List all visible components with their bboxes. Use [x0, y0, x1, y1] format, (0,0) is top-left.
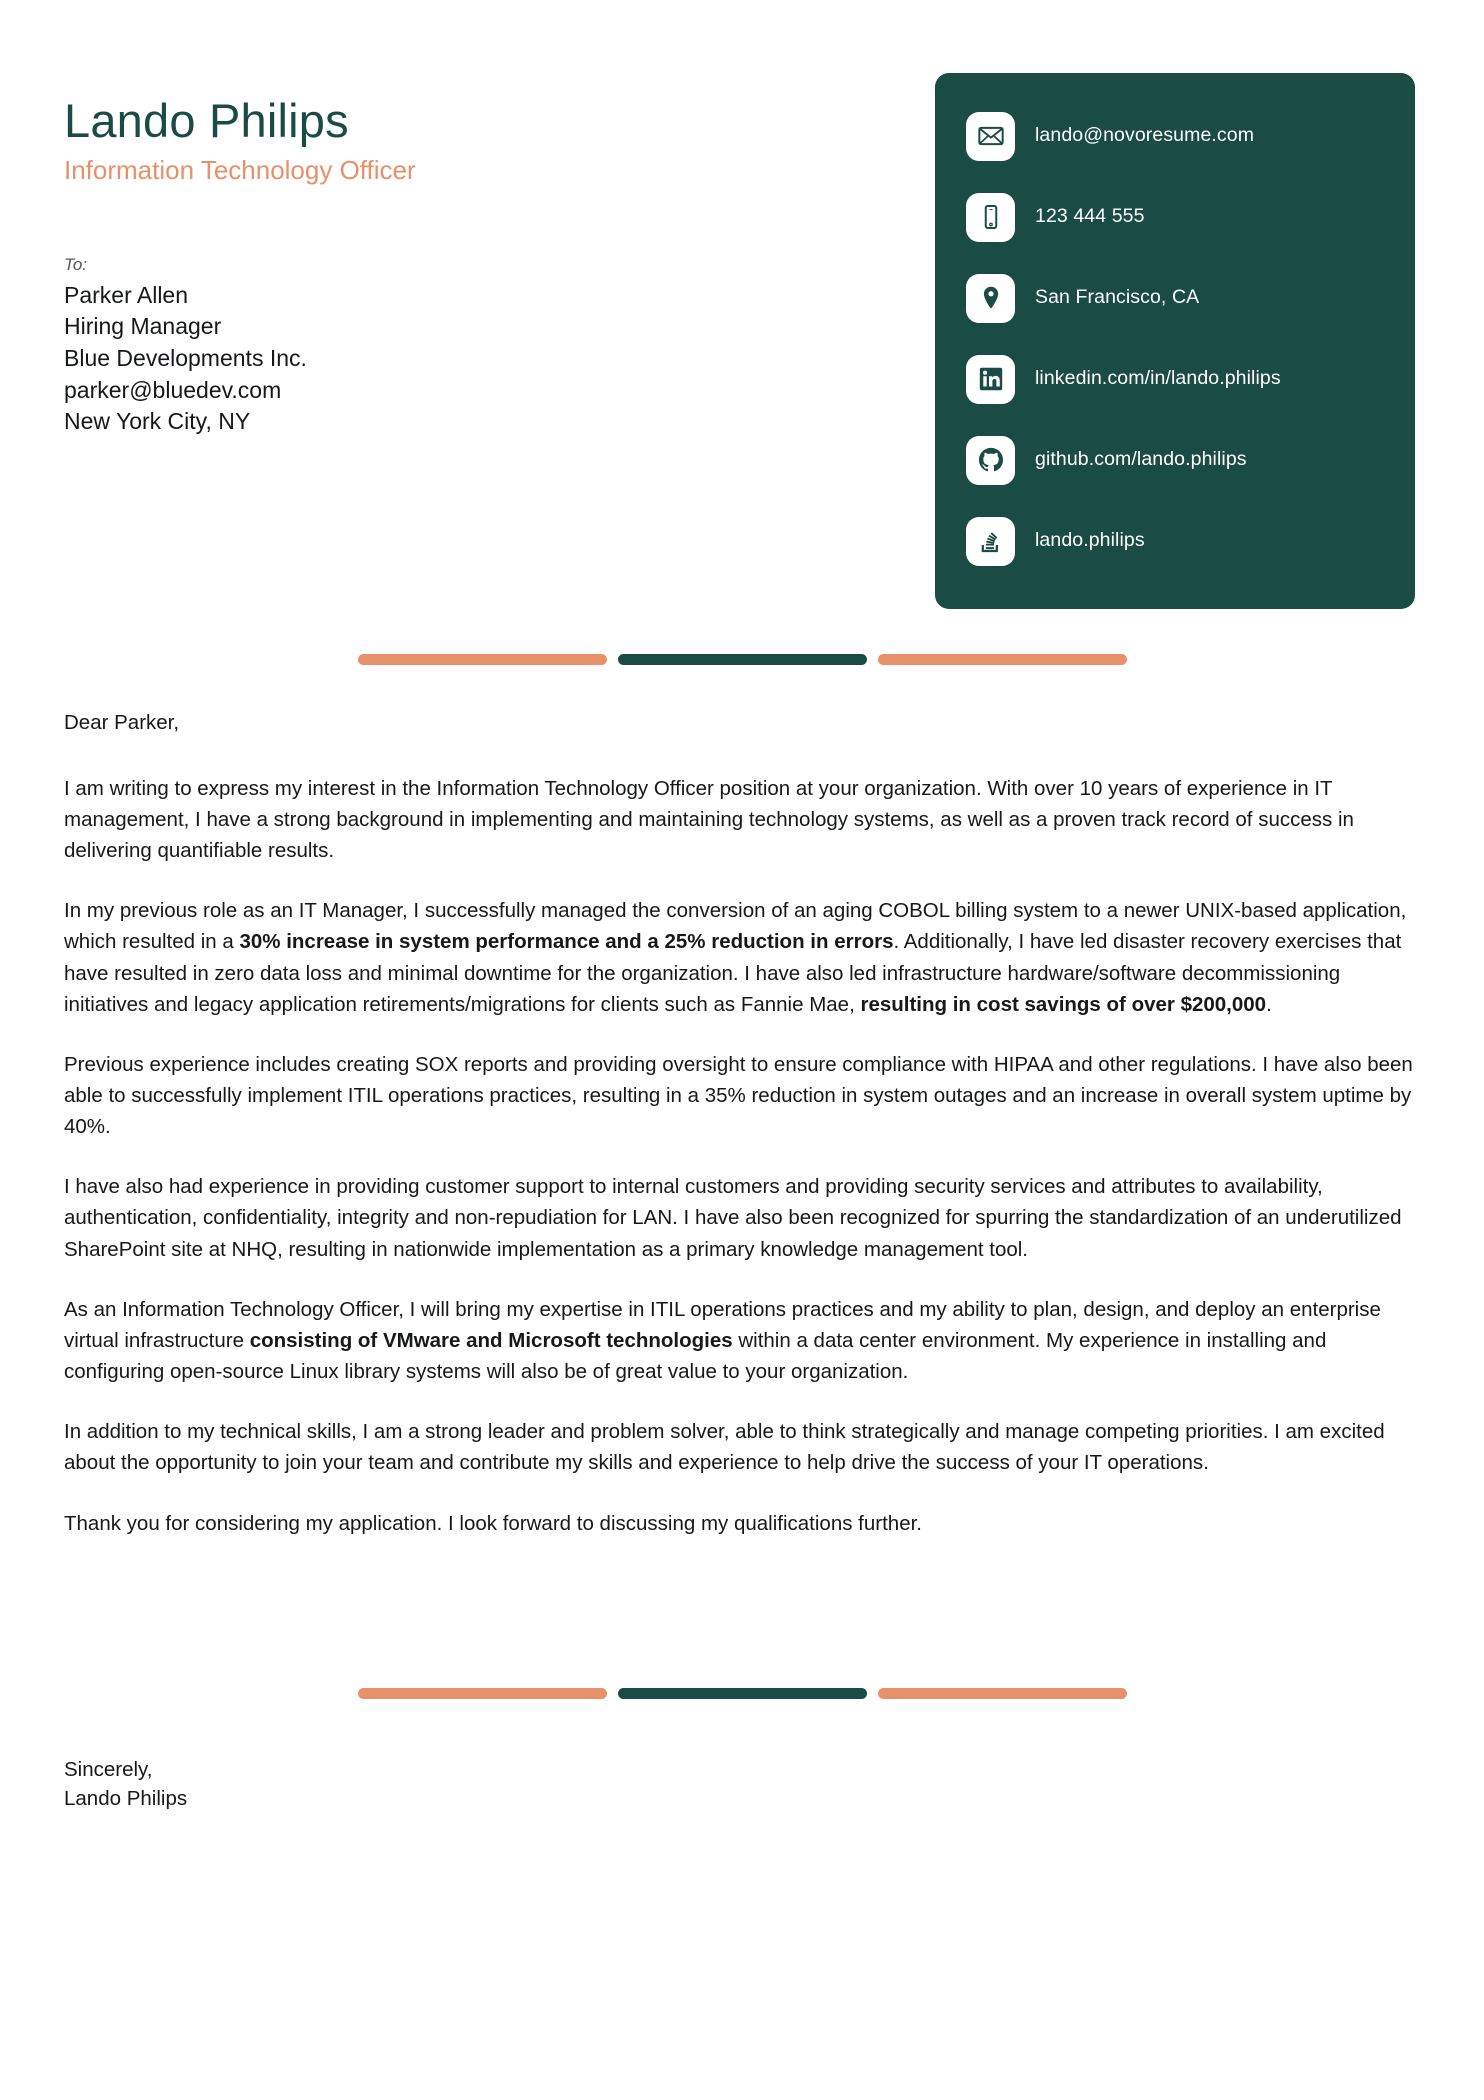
to-label: To:: [64, 255, 88, 274]
paragraph-3: Previous experience includes creating SOX reports and providing oversight to ensure compliance with HIPAA and other regulations. I have also been able to successfully implement ITIL operations practices, resulting in a 35% reduction in system outages and an increase in overall system uptime by 40%.: [64, 1052, 1413, 1139]
closing-name: Lando Philips: [64, 1787, 188, 1811]
salutation: Dear Parker,: [64, 711, 180, 734]
divider-segment-orange-right: [878, 654, 1127, 665]
contact-row-stackoverflow[interactable]: [935, 512, 1415, 570]
recipient-location: New York City, NY: [64, 408, 251, 435]
recipient-role: Hiring Manager: [64, 313, 222, 340]
contact-row-linkedin[interactable]: [935, 350, 1415, 408]
contact-panel: [935, 73, 1415, 609]
github-icon: [966, 436, 1015, 485]
contact-row-email[interactable]: [935, 107, 1415, 165]
closing-block: [64, 1755, 187, 1813]
stackoverflow-icon: [966, 517, 1015, 566]
paragraph-6: In addition to my technical skills, I am a strong leader and problem solver, able to think strategically and manage competing priorities. I am excited about the opportunity to join your team and contribute my skills and experience to help drive the success of your IT operations.: [64, 1420, 1385, 1475]
contact-email-text: lando@novoresume.com: [1035, 124, 1255, 147]
divider-bottom: [0, 1687, 1484, 1699]
paragraph-5: As an Information Technology Officer, I will bring my expertise in ITIL operations practices and my ability to plan, design, and deploy an enterprise virtual infrastructure consisting of VMware and Microsoft technologies within a data center environment. My experience in installing and configuring open-source Linux library systems will also be of great value to your organization.: [64, 1297, 1381, 1384]
contact-row-github[interactable]: [935, 431, 1415, 489]
divider-top: [0, 653, 1484, 665]
divider-segment-orange-left: [358, 1688, 607, 1699]
closing-phrase: Sincerely,: [64, 1758, 153, 1781]
location-pin-icon: [966, 274, 1015, 323]
contact-row-location[interactable]: [935, 269, 1415, 327]
recipient-company: Blue Developments Inc.: [64, 344, 307, 371]
recipient-email: parker@bluedev.com: [64, 376, 282, 403]
recipient-name: Parker Allen: [64, 281, 189, 308]
divider-segment-green-middle: [618, 1688, 867, 1699]
contact-linkedin-text: linkedin.com/in/lando.philips: [1035, 367, 1281, 390]
paragraph-2: In my previous role as an IT Manager, I successfully managed the conversion of an aging COBOL billing system to a newer UNIX-based application, which resulted in a 30% increase in system performance and a 25% reduction in errors. Additionally, I have led disaster recovery exercises that have resulted in zero data loss and minimal downtime for the organization. I have also led infrastructure hardware/software decommissioning initiatives and legacy application retirements/migrations for clients such as Fannie Mae, resulting in cost savings of over $200,000.: [64, 899, 1407, 1016]
paragraph-4: I have also had experience in providing customer support to internal customers and providing security services and attributes to availability, authentication, confidentiality, integrity and non-repudiation for LAN. I have also been recognized for spurring the standardization of an underutilized SharePoint site at NHQ, resulting in nationwide implementation as a primary knowledge management tool.: [64, 1175, 1402, 1261]
mobile-phone-icon: [966, 193, 1015, 242]
divider-segment-green-middle: [618, 654, 867, 665]
divider-segment-orange-left: [358, 654, 607, 665]
paragraph-7: Thank you for considering my application. I look forward to discussing my qualifications further.: [64, 1511, 922, 1535]
contact-row-phone[interactable]: [935, 188, 1415, 246]
recipient-block: [64, 252, 664, 438]
contact-phone-text: 123 444 555: [1035, 205, 1145, 228]
contact-stackoverflow-text: lando.philips: [1035, 529, 1145, 552]
applicant-name: Lando Philips: [64, 94, 349, 147]
paragraph-1: I am writing to express my interest in the Information Technology Officer position at your organization. With over 10 years of experience in IT management, I have a strong background in implementing and maintaining technology systems, as well as a proven track record of success in delivering quantifiable results.: [64, 776, 1354, 863]
contact-github-text: github.com/lando.philips: [1035, 448, 1247, 471]
divider-segment-orange-right: [878, 1688, 1127, 1699]
linkedin-icon: [966, 355, 1015, 404]
contact-location-text: San Francisco, CA: [1035, 286, 1200, 309]
applicant-job-title: Information Technology Officer: [64, 154, 416, 185]
envelope-icon: [966, 112, 1015, 161]
letter-body: [64, 708, 1419, 1568]
letter-header: [64, 96, 884, 186]
